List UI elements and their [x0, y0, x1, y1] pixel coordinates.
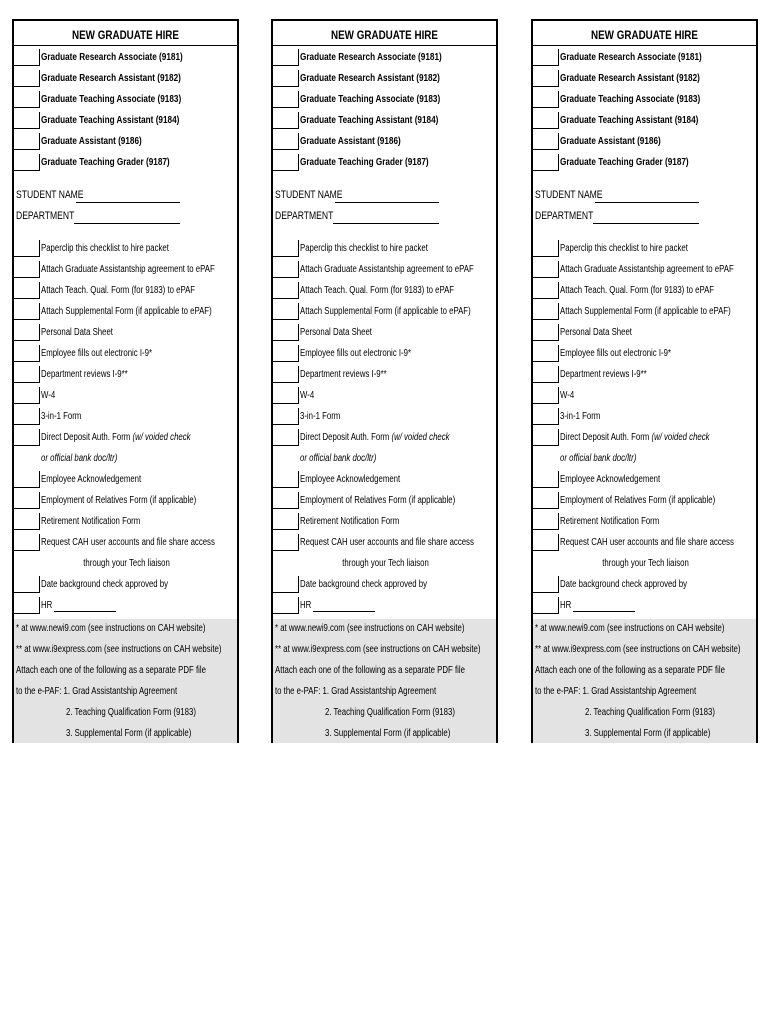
checklist-continuation — [14, 553, 239, 574]
checklist-label: Department reviews I-9** — [41, 369, 128, 380]
checkbox-blank[interactable] — [533, 597, 559, 614]
department-field[interactable] — [273, 206, 498, 227]
checklist-label: Employee fills out electronic I-9* — [560, 348, 671, 359]
note-line: 2. Teaching Qualification Form (9183) — [66, 707, 196, 718]
checklist-row — [533, 322, 758, 343]
checklist-row — [273, 322, 498, 343]
hr-row — [14, 595, 239, 616]
checklist-row — [273, 469, 498, 490]
checkbox-blank[interactable] — [14, 345, 40, 362]
student-name-line[interactable] — [76, 202, 180, 203]
checkbox-blank[interactable] — [14, 49, 40, 66]
hr-row — [273, 595, 498, 616]
checklist-row — [533, 490, 758, 511]
checklist-row — [533, 532, 758, 553]
checkbox-blank[interactable] — [14, 154, 40, 171]
checkbox-blank[interactable] — [14, 112, 40, 129]
checkbox-blank[interactable] — [14, 240, 40, 257]
checkbox-blank[interactable] — [273, 282, 299, 299]
title-divider — [14, 45, 237, 46]
checkbox-blank[interactable] — [533, 324, 559, 341]
direct-deposit-note: (w/ voided check — [651, 432, 710, 443]
checklist-row — [533, 301, 758, 322]
student-name-label: STUDENT NAME — [275, 189, 343, 201]
checklist-row — [14, 322, 239, 343]
checkbox-blank[interactable] — [14, 282, 40, 299]
checklist-label: Attach Teach. Qual. Form (for 9183) to ePAF — [560, 285, 715, 296]
checkbox-blank[interactable] — [273, 70, 299, 87]
checkbox-blank[interactable] — [14, 133, 40, 150]
checklist-row — [273, 574, 498, 595]
checklist-row — [533, 280, 758, 301]
checklist-label: Department reviews I-9** — [300, 369, 387, 380]
hr-row — [533, 595, 758, 616]
position-row — [14, 110, 239, 131]
checkbox-blank[interactable] — [533, 471, 559, 488]
direct-deposit-text: Direct Deposit Auth. Form — [560, 432, 652, 443]
checklist-label: Date background check approved by — [300, 579, 428, 590]
checkbox-blank[interactable] — [14, 70, 40, 87]
checklist-label: Attach Teach. Qual. Form (for 9183) to ePAF — [300, 285, 455, 296]
checklist-continuation — [273, 448, 498, 469]
checklist-row — [533, 427, 758, 448]
note-line: 3. Supplemental Form (if applicable) — [585, 728, 711, 739]
student-name-field[interactable] — [533, 185, 758, 206]
card-title: NEW GRADUATE HIRE — [591, 28, 698, 42]
checkbox-blank[interactable] — [14, 324, 40, 341]
note-line: 2. Teaching Qualification Form (9183) — [325, 707, 455, 718]
position-label: Graduate Research Assistant (9182) — [300, 72, 440, 84]
note-line: to the e-PAF: 1. Grad Assistantship Agreement — [535, 686, 697, 697]
position-label: Graduate Teaching Grader (9187) — [41, 156, 170, 168]
checkbox-blank[interactable] — [14, 471, 40, 488]
position-row — [273, 152, 498, 173]
checkbox-blank[interactable] — [273, 154, 299, 171]
department-line[interactable] — [74, 223, 180, 224]
hr-label: HR — [41, 600, 53, 611]
position-label: Graduate Teaching Associate (9183) — [41, 93, 182, 105]
checklist-label: Paperclip this checklist to hire packet — [560, 243, 688, 254]
checklist-label: Attach Graduate Assistantship agreement to ePAF — [41, 264, 215, 275]
checkbox-blank[interactable] — [533, 303, 559, 320]
checklist-label: Retirement Notification Form — [300, 516, 400, 527]
checklist-continuation — [14, 448, 239, 469]
checklist-label: 3-in-1 Form — [41, 411, 82, 422]
checkbox-blank[interactable] — [14, 303, 40, 320]
checklist-label: Request CAH user accounts and file share access — [41, 537, 215, 548]
checklist-row — [273, 343, 498, 364]
checklist-row — [14, 574, 239, 595]
checklist-card — [12, 19, 239, 743]
checklist-label: 3-in-1 Form — [560, 411, 601, 422]
direct-deposit-note-cont: or official bank doc/ltr) — [300, 453, 377, 464]
checkbox-blank[interactable] — [533, 91, 559, 108]
checklist-label: Employee Acknowledgement — [41, 474, 142, 485]
note-line: 3. Supplemental Form (if applicable) — [66, 728, 192, 739]
position-label: Graduate Research Associate (9181) — [300, 51, 442, 63]
checklist-row — [533, 469, 758, 490]
checkbox-blank[interactable] — [273, 345, 299, 362]
checkbox-blank[interactable] — [14, 408, 40, 425]
checklist-row — [14, 385, 239, 406]
checkbox-blank[interactable] — [533, 408, 559, 425]
department-field[interactable] — [14, 206, 239, 227]
position-row — [14, 89, 239, 110]
notes-box — [14, 619, 237, 743]
checklist-label: Personal Data Sheet — [41, 327, 113, 338]
checklist-row — [14, 301, 239, 322]
checkbox-blank[interactable] — [533, 49, 559, 66]
checkbox-blank[interactable] — [14, 513, 40, 530]
checklist-label: W-4 — [41, 390, 56, 401]
checkbox-blank[interactable] — [273, 49, 299, 66]
note-line: ** at www.i9express.com (see instructions on CAH website) — [535, 644, 741, 655]
checklist-row — [14, 427, 239, 448]
direct-deposit-text: Direct Deposit Auth. Form — [41, 432, 133, 443]
checkbox-blank[interactable] — [273, 261, 299, 278]
note-line: * at www.newi9.com (see instructions on CAH website) — [535, 623, 725, 634]
hr-label: HR — [560, 600, 572, 611]
checklist-label: Attach Graduate Assistantship agreement to ePAF — [300, 264, 474, 275]
checklist-row — [273, 532, 498, 553]
checklist-row — [14, 406, 239, 427]
checkbox-blank[interactable] — [533, 154, 559, 171]
note-line: Attach each one of the following as a separate PDF file — [16, 665, 206, 676]
department-line[interactable] — [333, 223, 439, 224]
checkbox-blank[interactable] — [273, 324, 299, 341]
checkbox-blank[interactable] — [14, 261, 40, 278]
checkbox-blank[interactable] — [14, 366, 40, 383]
checkbox-blank[interactable] — [273, 303, 299, 320]
checkbox-blank[interactable] — [273, 513, 299, 530]
checklist-continuation — [533, 448, 758, 469]
checklist-row — [14, 364, 239, 385]
checklist-label: Retirement Notification Form — [560, 516, 660, 527]
position-row — [273, 110, 498, 131]
note-line: Attach each one of the following as a separate PDF file — [275, 665, 465, 676]
checklist-label — [41, 452, 117, 465]
note-line: ** at www.i9express.com (see instructions on CAH website) — [275, 644, 481, 655]
position-label: Graduate Teaching Grader (9187) — [560, 156, 689, 168]
notes-box — [533, 619, 756, 743]
checkbox-blank[interactable] — [14, 492, 40, 509]
position-label: Graduate Research Assistant (9182) — [560, 72, 700, 84]
position-row — [533, 47, 758, 68]
checkbox-blank[interactable] — [533, 112, 559, 129]
checklist-label — [560, 431, 710, 444]
position-row — [533, 152, 758, 173]
note-line: ** at www.i9express.com (see instructions on CAH website) — [16, 644, 222, 655]
checklist-label — [300, 452, 376, 465]
checklist-card — [271, 19, 498, 743]
hr-label: HR — [300, 600, 312, 611]
note-line: * at www.newi9.com (see instructions on CAH website) — [275, 623, 465, 634]
checkbox-blank[interactable] — [533, 345, 559, 362]
checklist-row — [533, 574, 758, 595]
position-row — [14, 152, 239, 173]
checklist-label: Employment of Relatives Form (if applicable) — [41, 495, 197, 506]
position-label: Graduate Assistant (9186) — [300, 135, 401, 147]
title-divider — [533, 45, 756, 46]
department-line[interactable] — [593, 223, 699, 224]
position-row — [273, 68, 498, 89]
checkbox-blank[interactable] — [273, 366, 299, 383]
note-line: to the e-PAF: 1. Grad Assistantship Agreement — [16, 686, 178, 697]
checklist-row — [273, 259, 498, 280]
direct-deposit-note: (w/ voided check — [391, 432, 450, 443]
checklist-row — [273, 406, 498, 427]
checklist-label: Date background check approved by — [41, 579, 169, 590]
checklist-label — [300, 431, 450, 444]
checklist-label — [560, 452, 636, 465]
checkbox-blank[interactable] — [533, 240, 559, 257]
position-row — [14, 68, 239, 89]
checklist-label: 3-in-1 Form — [300, 411, 341, 422]
checkbox-blank[interactable] — [273, 597, 299, 614]
checklist-label: Attach Supplemental Form (if applicable to ePAF) — [560, 306, 731, 317]
direct-deposit-note-cont: or official bank doc/ltr) — [560, 453, 637, 464]
position-label: Graduate Assistant (9186) — [41, 135, 142, 147]
position-row — [14, 47, 239, 68]
student-name-label: STUDENT NAME — [535, 189, 603, 201]
checklist-label: Attach Teach. Qual. Form (for 9183) to ePAF — [41, 285, 196, 296]
checklist-label: Employee Acknowledgement — [300, 474, 401, 485]
checkbox-blank[interactable] — [273, 133, 299, 150]
checklist-row — [533, 343, 758, 364]
note-line: 2. Teaching Qualification Form (9183) — [585, 707, 715, 718]
direct-deposit-note: (w/ voided check — [132, 432, 191, 443]
checkbox-blank[interactable] — [533, 133, 559, 150]
checkbox-blank[interactable] — [533, 429, 559, 446]
hr-signature-line[interactable] — [573, 611, 635, 612]
department-label: DEPARTMENT — [535, 210, 594, 222]
checklist-label: through your Tech liaison — [602, 558, 689, 569]
checklist-label: Request CAH user accounts and file share access — [560, 537, 734, 548]
checklist-row — [14, 490, 239, 511]
position-row — [273, 131, 498, 152]
card-title: NEW GRADUATE HIRE — [72, 28, 179, 42]
checkbox-blank[interactable] — [273, 240, 299, 257]
note-line: * at www.newi9.com (see instructions on CAH website) — [16, 623, 206, 634]
hr-signature-line[interactable] — [54, 611, 116, 612]
checkbox-blank[interactable] — [273, 492, 299, 509]
checklist-label: Request CAH user accounts and file share access — [300, 537, 474, 548]
note-line: 3. Supplemental Form (if applicable) — [325, 728, 451, 739]
position-label: Graduate Teaching Assistant (9184) — [560, 114, 699, 126]
checkbox-blank[interactable] — [273, 408, 299, 425]
checklist-label: Personal Data Sheet — [560, 327, 632, 338]
position-label: Graduate Teaching Associate (9183) — [560, 93, 701, 105]
checkbox-blank[interactable] — [14, 597, 40, 614]
checklist-row — [533, 511, 758, 532]
checkbox-blank[interactable] — [533, 492, 559, 509]
checklist-row — [273, 385, 498, 406]
checklist-label: through your Tech liaison — [83, 558, 170, 569]
student-name-line[interactable] — [595, 202, 699, 203]
checklist-row — [273, 490, 498, 511]
checkbox-blank[interactable] — [533, 70, 559, 87]
checkbox-blank[interactable] — [273, 91, 299, 108]
checklist-row — [14, 238, 239, 259]
checkbox-blank[interactable] — [273, 471, 299, 488]
student-name-line[interactable] — [335, 202, 439, 203]
position-label: Graduate Research Associate (9181) — [560, 51, 702, 63]
card-title: NEW GRADUATE HIRE — [331, 28, 438, 42]
checklist-row — [14, 280, 239, 301]
checklist-row — [14, 532, 239, 553]
checklist-label: through your Tech liaison — [342, 558, 429, 569]
hr-signature-line[interactable] — [313, 611, 375, 612]
position-row — [533, 131, 758, 152]
checkbox-blank[interactable] — [14, 534, 40, 551]
checkbox-blank[interactable] — [273, 534, 299, 551]
checklist-label: Paperclip this checklist to hire packet — [41, 243, 169, 254]
checklist-row — [14, 511, 239, 532]
checklist-label: Employment of Relatives Form (if applicable) — [300, 495, 456, 506]
position-label: Graduate Teaching Assistant (9184) — [41, 114, 180, 126]
direct-deposit-text: Direct Deposit Auth. Form — [300, 432, 392, 443]
position-label: Graduate Teaching Assistant (9184) — [300, 114, 439, 126]
department-label: DEPARTMENT — [275, 210, 334, 222]
checklist-label: Date background check approved by — [560, 579, 688, 590]
checklist-row — [533, 238, 758, 259]
checklist-continuation — [273, 553, 498, 574]
checklist-label: W-4 — [300, 390, 315, 401]
checkbox-blank[interactable] — [14, 429, 40, 446]
checklist-label: Employee fills out electronic I-9* — [300, 348, 411, 359]
checklist-label: Department reviews I-9** — [560, 369, 647, 380]
checklist-label: Attach Graduate Assistantship agreement to ePAF — [560, 264, 734, 275]
checklist-label: Employment of Relatives Form (if applicable) — [560, 495, 716, 506]
checklist-label: Personal Data Sheet — [300, 327, 372, 338]
checklist-label: W-4 — [560, 390, 575, 401]
checkbox-blank[interactable] — [273, 576, 299, 593]
position-label: Graduate Research Associate (9181) — [41, 51, 183, 63]
note-line: Attach each one of the following as a separate PDF file — [535, 665, 725, 676]
checklist-label: Employee Acknowledgement — [560, 474, 661, 485]
checkbox-blank[interactable] — [533, 282, 559, 299]
checklist-row — [273, 280, 498, 301]
direct-deposit-note-cont: or official bank doc/ltr) — [41, 453, 118, 464]
position-row — [273, 89, 498, 110]
checkbox-blank[interactable] — [14, 387, 40, 404]
checklist-row — [273, 427, 498, 448]
checkbox-blank[interactable] — [533, 261, 559, 278]
checkbox-blank[interactable] — [533, 387, 559, 404]
checklist-label: Retirement Notification Form — [41, 516, 141, 527]
checklist-label: Paperclip this checklist to hire packet — [300, 243, 428, 254]
checkbox-blank[interactable] — [273, 112, 299, 129]
position-label: Graduate Assistant (9186) — [560, 135, 661, 147]
checklist-row — [273, 511, 498, 532]
student-name-field[interactable] — [14, 185, 239, 206]
position-label: Graduate Research Assistant (9182) — [41, 72, 181, 84]
checklist-row — [533, 406, 758, 427]
checklist-row — [273, 364, 498, 385]
note-line: to the e-PAF: 1. Grad Assistantship Agreement — [275, 686, 437, 697]
position-row — [533, 89, 758, 110]
checklist-label: Employee fills out electronic I-9* — [41, 348, 152, 359]
position-row — [273, 47, 498, 68]
notes-box — [273, 619, 496, 743]
checkbox-blank[interactable] — [14, 91, 40, 108]
position-row — [533, 110, 758, 131]
checklist-row — [533, 385, 758, 406]
checklist-row — [14, 343, 239, 364]
checkbox-blank[interactable] — [533, 534, 559, 551]
student-name-label: STUDENT NAME — [16, 189, 84, 201]
checklist-row — [273, 301, 498, 322]
checklist-row — [533, 259, 758, 280]
department-label: DEPARTMENT — [16, 210, 75, 222]
checklist-row — [533, 364, 758, 385]
checklist-label: Attach Supplemental Form (if applicable to ePAF) — [41, 306, 212, 317]
checkbox-blank[interactable] — [533, 513, 559, 530]
checklist-label: Attach Supplemental Form (if applicable to ePAF) — [300, 306, 471, 317]
checklist-row — [273, 238, 498, 259]
checklist-row — [14, 469, 239, 490]
position-label: Graduate Teaching Associate (9183) — [300, 93, 441, 105]
checklist-card — [531, 19, 758, 743]
title-divider — [273, 45, 496, 46]
student-name-field[interactable] — [273, 185, 498, 206]
position-row — [533, 68, 758, 89]
checkbox-blank[interactable] — [273, 429, 299, 446]
checklist-row — [14, 259, 239, 280]
checkbox-blank[interactable] — [533, 366, 559, 383]
checkbox-blank[interactable] — [14, 576, 40, 593]
checklist-label — [41, 431, 191, 444]
checkbox-blank[interactable] — [533, 576, 559, 593]
department-field[interactable] — [533, 206, 758, 227]
checkbox-blank[interactable] — [273, 387, 299, 404]
checklist-continuation — [533, 553, 758, 574]
position-label: Graduate Teaching Grader (9187) — [300, 156, 429, 168]
position-row — [14, 131, 239, 152]
